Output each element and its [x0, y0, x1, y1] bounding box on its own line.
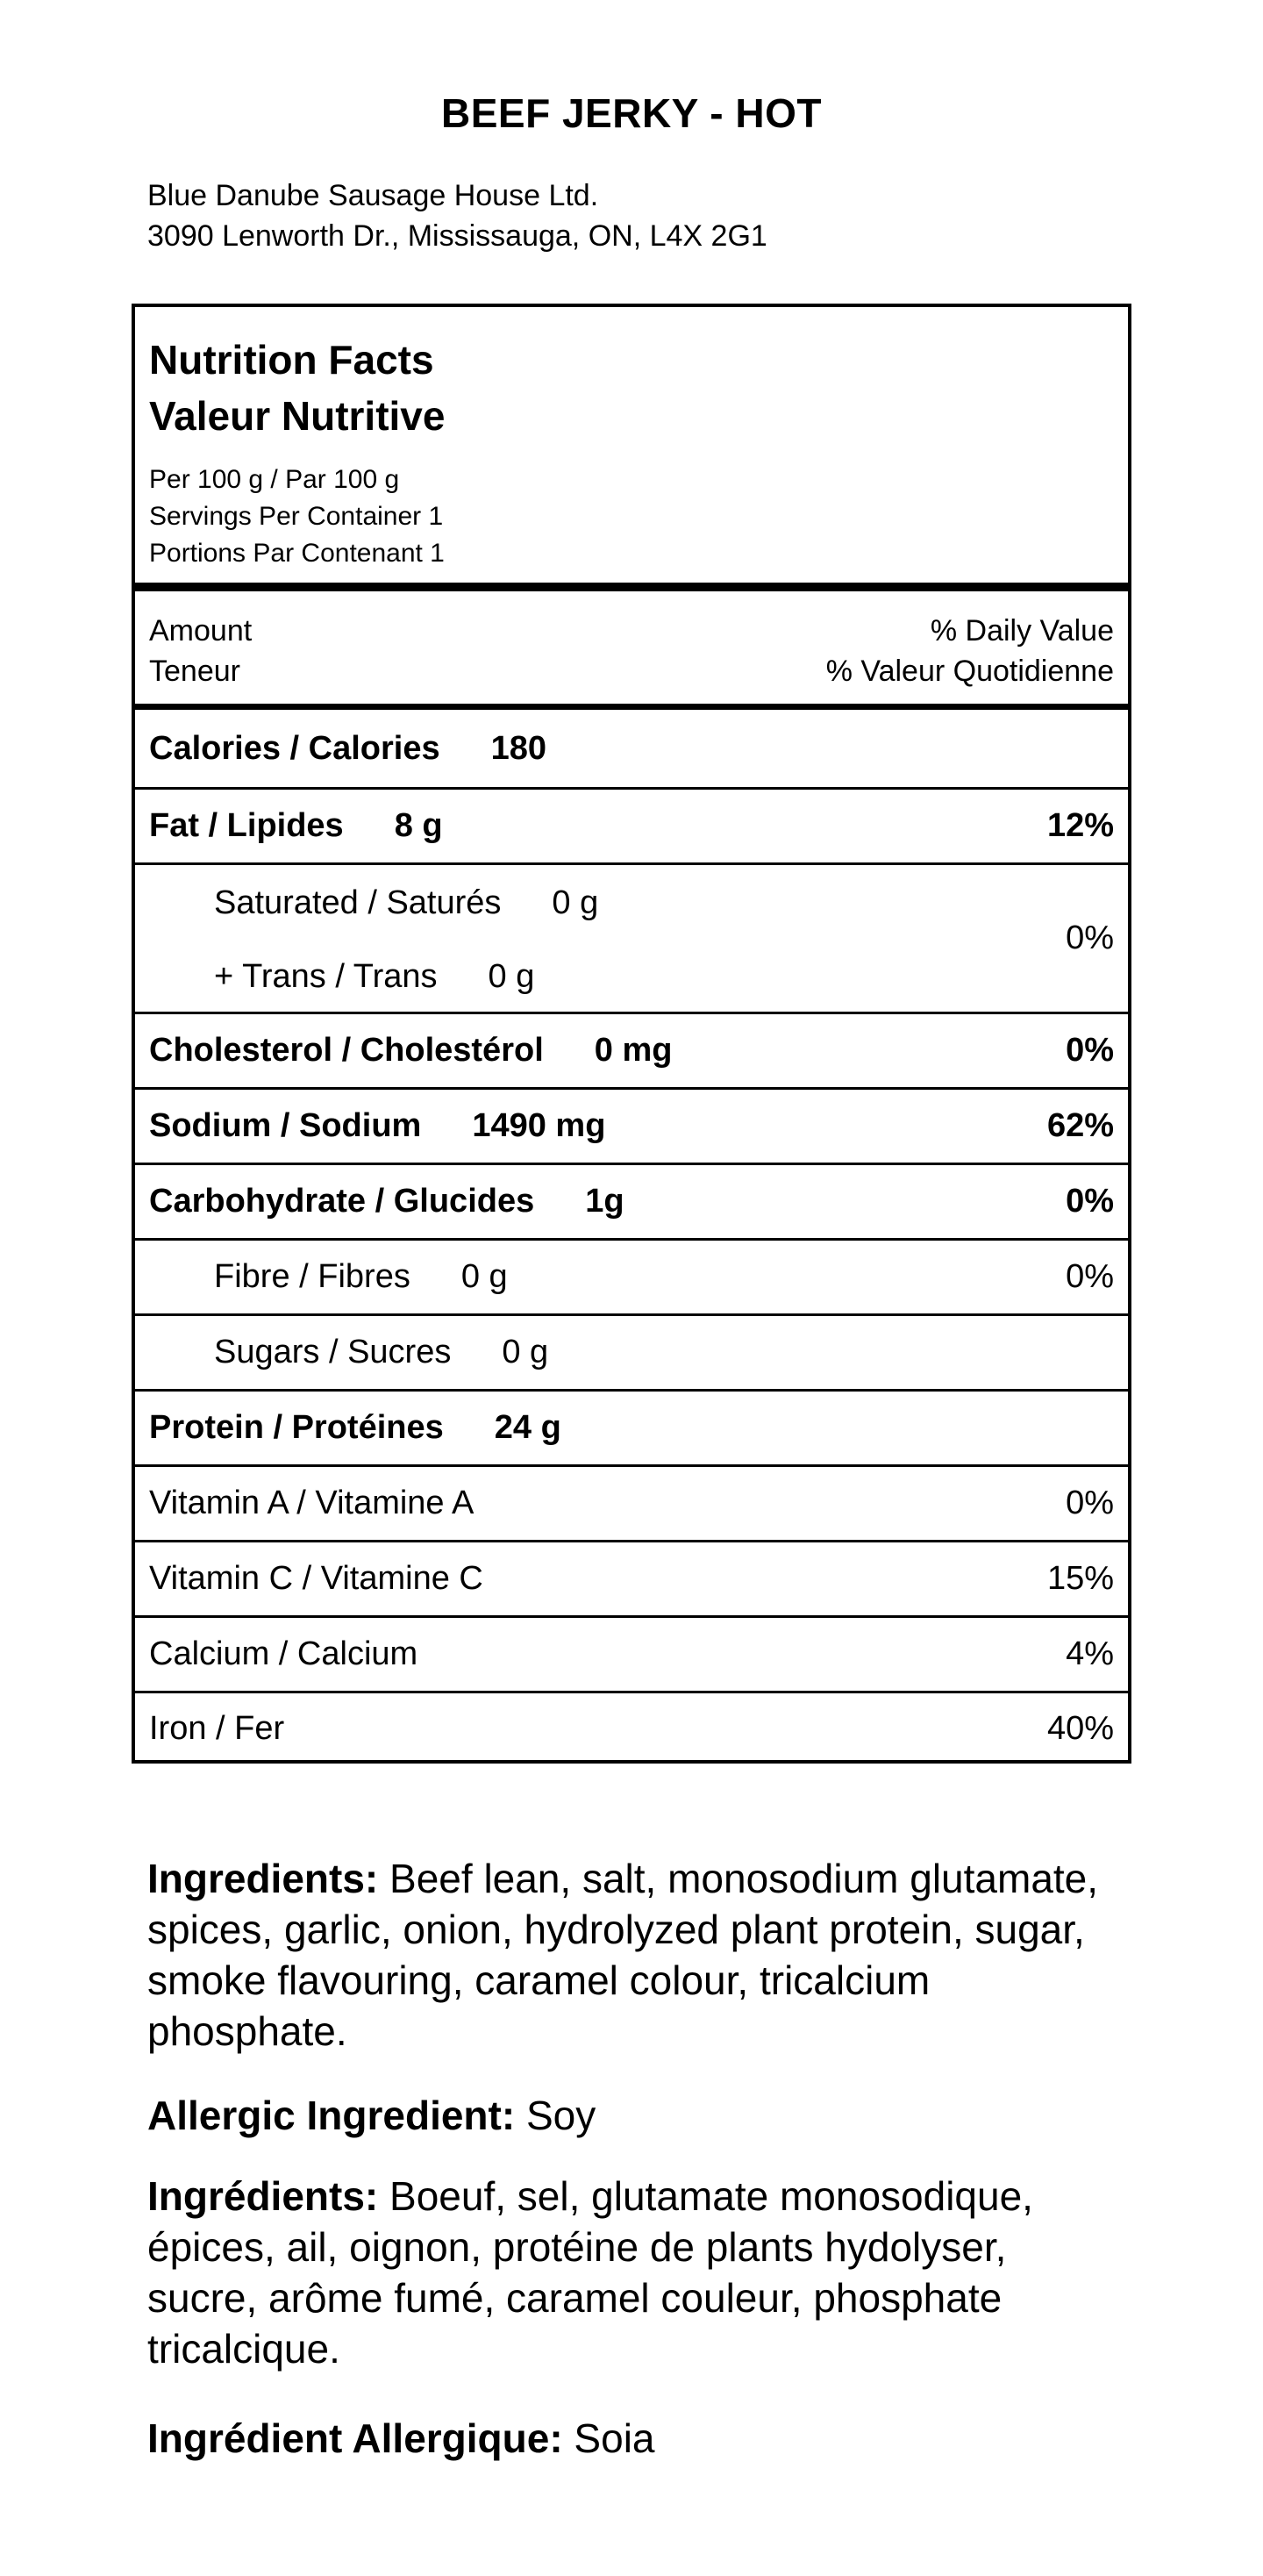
dv-fr: % Valeur Quotidienne: [825, 655, 1114, 688]
nutrient-amount: 24 g: [494, 1409, 561, 1446]
ingredients-en-label: Ingredients:: [147, 1856, 379, 1901]
allergen-en-text: Soy: [515, 2093, 596, 2138]
nutrient-row-cholesterol: [135, 1012, 1128, 1087]
nutrient-dv: 0%: [1066, 1258, 1114, 1295]
nutrient-row-sodium: [135, 1087, 1128, 1163]
nutrient-label: Saturated / Saturés: [214, 884, 502, 921]
nutrient-amount: 1490 mg: [472, 1107, 606, 1144]
nutrient-label: Vitamin C / Vitamine C: [149, 1560, 483, 1597]
nutrient-dv: 0%: [1066, 1032, 1114, 1069]
daily-value-header: [826, 611, 1114, 691]
heading-en: Nutrition Facts: [149, 337, 434, 383]
amount-header: [149, 611, 252, 691]
nutrient-dv: 12%: [1046, 807, 1114, 844]
nutrient-row-saturated-trans: [135, 862, 1128, 1012]
ingredients-en-text: Beef lean, salt, monosodium glutamate, spices, garlic, onion, hydrolyzed plant protein, sugar, smoke flavouring, caramel colour, tricalcium phosphate.: [147, 1856, 1099, 2054]
allergen-en: [147, 2090, 1121, 2141]
nutrient-dv: 15%: [1046, 1560, 1114, 1597]
ingredients-en: [147, 1853, 1121, 2057]
per-amount: Per 100 g / Par 100 g: [149, 465, 400, 494]
servings-en: Servings Per Container 1: [149, 502, 444, 531]
product-title: BEEF JERKY - HOT: [441, 90, 822, 136]
nutrient-row-fibre: [135, 1238, 1128, 1313]
nutrient-label: + Trans / Trans: [214, 958, 438, 995]
serving-info: [149, 462, 445, 572]
nutrient-row-protein: [135, 1389, 1128, 1464]
nutrient-dv: 62%: [1046, 1107, 1114, 1144]
company-info: [147, 175, 767, 256]
nutrient-amount: 180: [490, 729, 546, 767]
nutrient-row-sugars: [135, 1313, 1128, 1389]
nutrient-amount: 0 g: [460, 1258, 508, 1295]
dv-en: % Daily Value: [930, 614, 1114, 648]
servings-fr: Portions Par Contenant 1: [149, 539, 445, 568]
ingredients-fr: [147, 2171, 1121, 2374]
amount-fr: Teneur: [149, 655, 240, 688]
nutrient-dv: 0%: [1066, 1485, 1114, 1521]
allergen-fr-text: Soia: [562, 2415, 655, 2461]
nutrient-amount: 8 g: [394, 807, 443, 844]
allergen-en-label: Allergic Ingredient:: [147, 2093, 516, 2138]
nutrient-amount: 0 g: [502, 1334, 549, 1370]
company-address: 3090 Lenworth Dr., Mississauga, ON, L4X 2G1: [147, 219, 767, 253]
ingredients-fr-text: Boeuf, sel, glutamate monosodique, épices, ail, oignon, protéine de plants hydolyser, sucre, arôme fumé, caramel couleur, phosphate tricalcique.: [147, 2173, 1033, 2372]
allergen-fr: [147, 2413, 1121, 2464]
medium-divider: [135, 704, 1128, 710]
nutrient-dv: 4%: [1066, 1635, 1114, 1672]
allergen-fr-label: Ingrédient Allergique:: [147, 2415, 563, 2461]
nutrient-label: Calcium / Calcium: [149, 1635, 418, 1672]
nutrient-amount: 0 g: [488, 958, 535, 995]
saturated-line: [214, 883, 598, 923]
nutrient-label: Carbohydrate / Glucides: [149, 1183, 535, 1220]
nutrient-dv: 0%: [1066, 1183, 1114, 1220]
ingredients-fr-label: Ingrédients:: [147, 2173, 379, 2219]
nutrient-label: Calories / Calories: [149, 729, 440, 767]
nutrient-label: Protein / Protéines: [149, 1409, 444, 1446]
nutrient-label: Fat / Lipides: [149, 807, 344, 844]
company-name: Blue Danube Sausage House Ltd.: [147, 179, 599, 212]
nutrient-row-vitamin-c: [135, 1540, 1128, 1615]
nutrition-heading: [149, 332, 445, 444]
nutrient-label: Sodium / Sodium: [149, 1107, 422, 1144]
nutrient-row-carbohydrate: [135, 1163, 1128, 1238]
thick-divider: [135, 583, 1128, 591]
nutrient-row-calories: [135, 710, 1128, 787]
heading-fr: Valeur Nutritive: [149, 393, 446, 439]
nutrient-label: Iron / Fer: [149, 1709, 285, 1747]
nutrient-dv: 40%: [1046, 1709, 1114, 1747]
nutrient-amount: 0 mg: [594, 1032, 673, 1069]
nutrient-dv: 0%: [1066, 919, 1114, 956]
nutrient-label: Sugars / Sucres: [214, 1334, 452, 1370]
nutrient-row-calcium: [135, 1615, 1128, 1691]
nutrient-amount: 1g: [585, 1183, 624, 1220]
nutrient-row-fat: [135, 787, 1128, 862]
trans-line: [214, 956, 534, 997]
nutrient-amount: 0 g: [552, 884, 599, 921]
nutrient-label: Cholesterol / Cholestérol: [149, 1032, 544, 1069]
nutrient-row-vitamin-a: [135, 1464, 1128, 1540]
nutrient-row-iron: [135, 1691, 1128, 1764]
nutrient-label: Vitamin A / Vitamine A: [149, 1485, 475, 1521]
nutrient-label: Fibre / Fibres: [214, 1258, 410, 1295]
amount-en: Amount: [149, 614, 253, 648]
nutrition-facts-panel: [132, 304, 1131, 1764]
